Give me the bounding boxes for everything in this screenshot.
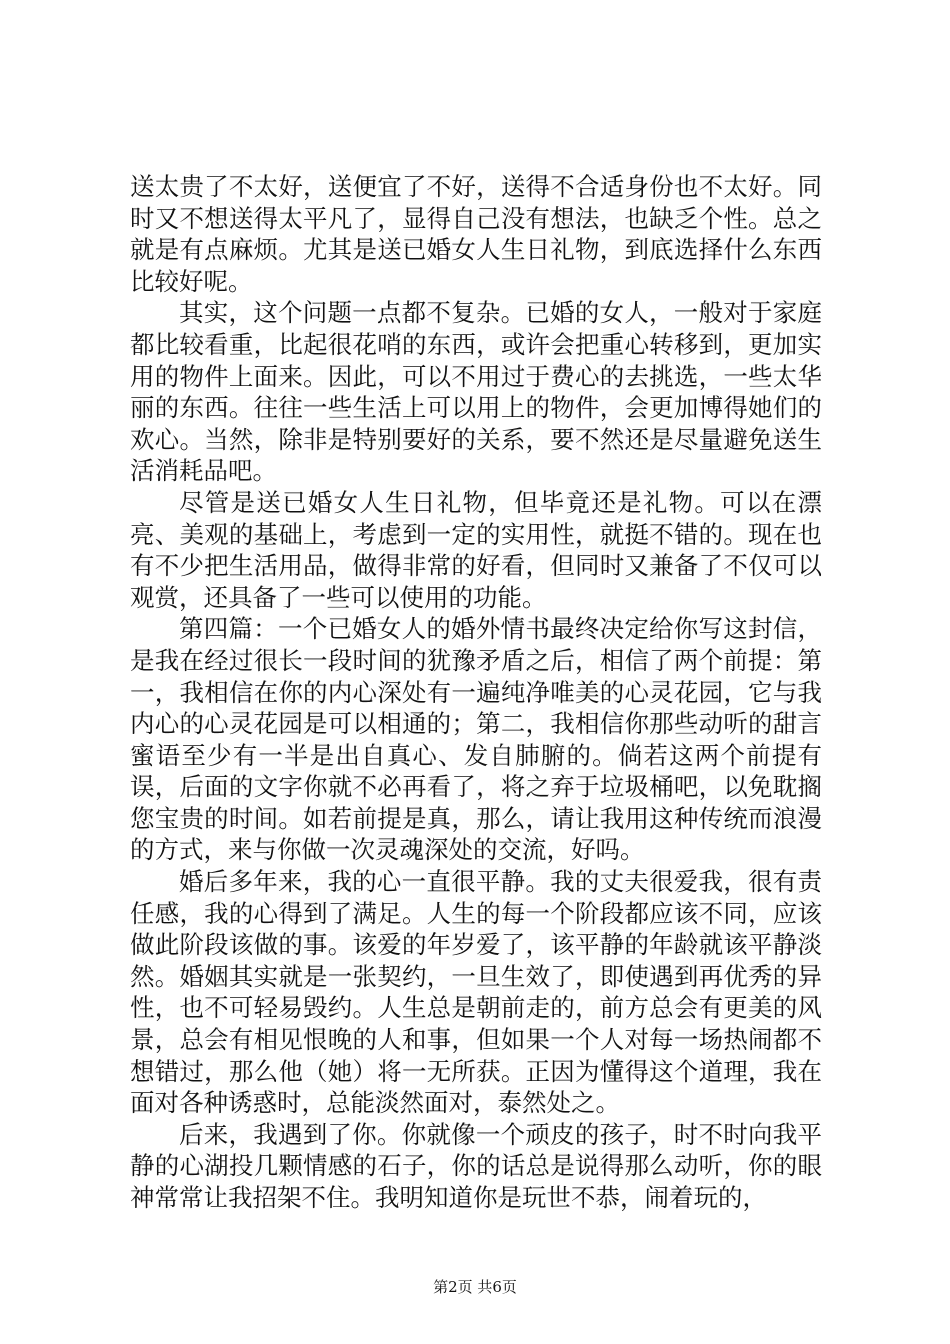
- paragraph-5: 婚后多年来，我的心一直很平静。我的丈夫很爱我，很有责任感，我的心得到了满足。人生的每一个阶段都应该不同，应该做此阶段该做的事。该爱的年岁爱了，该平静的年龄就该平静淡然。婚姻其实就是一张契约，一旦生效了，即使遇到再优秀的异性，也不可轻易毁约。人生总是朝前走的，前方总会有更美的风景，总会有相见恨晚的人和事，但如果一个人对每一场热闹都不想错过，那么他（她）将一无所获。正因为懂得这个道理，我在面对各种诱惑时，总能淡然面对，泰然处之。: [130, 867, 822, 1118]
- paragraph-3: 尽管是送已婚女人生日礼物，但毕竟还是礼物。可以在漂亮、美观的基础上，考虑到一定的实用性，就挺不错的。现在也有不少把生活用品，做得非常的好看，但同时又兼备了不仅可以观赏，还具备了一些可以使用的功能。: [130, 487, 822, 612]
- paragraph-1: 送太贵了不太好，送便宜了不好，送得不合适身份也不太好。同时又不想送得太平凡了，显得自己没有想法，也缺乏个性。总之就是有点麻烦。尤其是送已婚女人生日礼物，到底选择什么东西比较好呢。: [130, 172, 822, 296]
- paragraph-6: 后来，我遇到了你。你就像一个顽皮的孩子，时不时向我平静的心湖投几颗情感的石子，你的话总是说得那么动听，你的眼神常常让我招架不住。我明知道你是玩世不恭，闹着玩的，: [130, 1119, 822, 1212]
- document-body: [130, 171, 822, 1214]
- paragraph-2: 其实，这个问题一点都不复杂。已婚的女人，一般对于家庭都比较看重，比起很花哨的东西，或许会把重心转移到，更加实用的物件上面来。因此，可以不用过于费心的去挑选，一些太华丽的东西。往往一些生活上可以用上的物件，会更加博得她们的欢心。当然，除非是特别要好的关系，要不然还是尽量避免送生活消耗品吧。: [130, 298, 822, 486]
- paragraph-4: 第四篇：一个已婚女人的婚外情书最终决定给你写这封信，是我在经过很长一段时间的犹豫矛盾之后，相信了两个前提：第一，我相信在你的内心深处有一遍纯净唯美的心灵花园，它与我内心的心灵花园是可以相通的；第二，我相信你那些动听的甜言蜜语至少有一半是出自真心、发自肺腑的。倘若这两个前提有误，后面的文字你就不必再看了，将之弃于垃圾桶吧，以免耽搁您宝贵的时间。如若前提是真，那么，请让我用这种传统而浪漫的方式，来与你做一次灵魂深处的交流，好吗。: [130, 614, 822, 865]
- page-footer: 第2页 共6页: [433, 1278, 517, 1296]
